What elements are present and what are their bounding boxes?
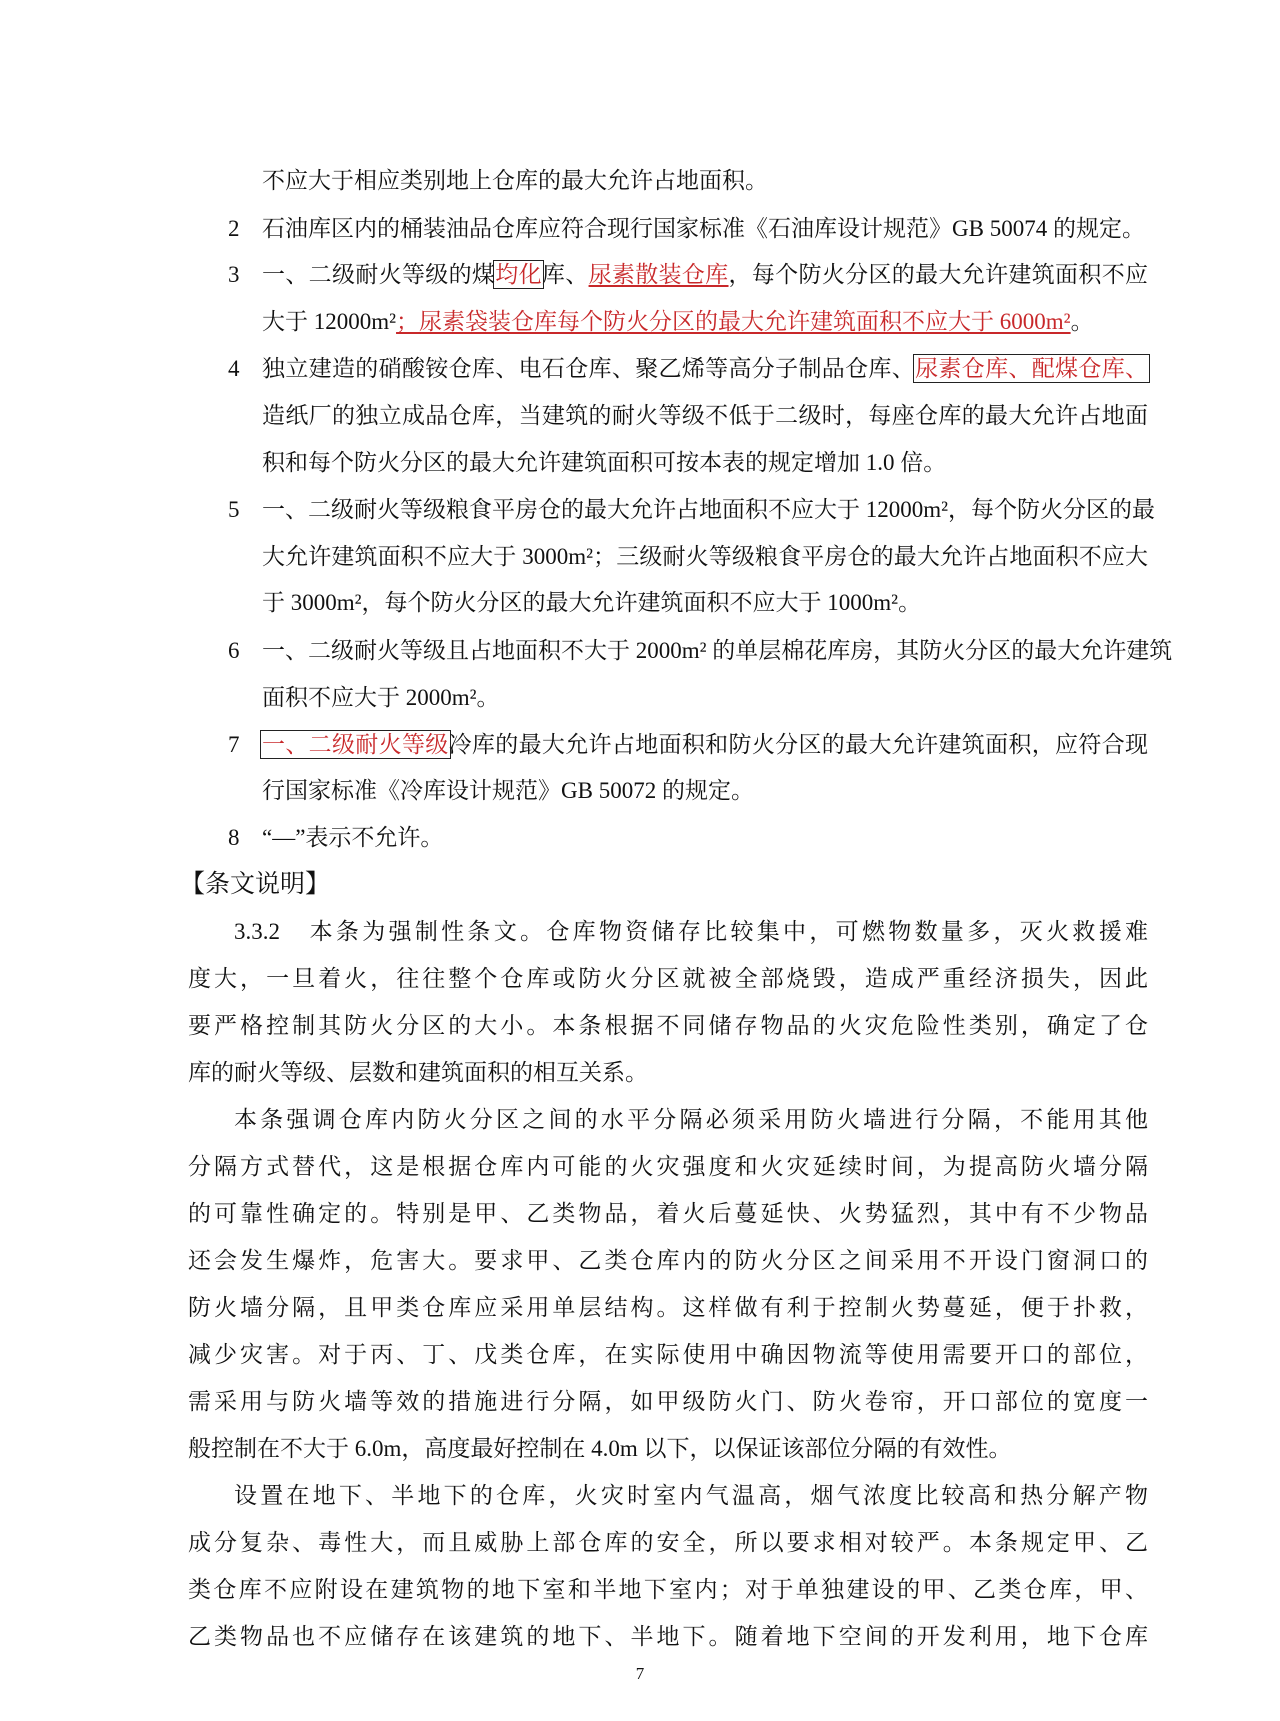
text-segment: 造纸厂的独立成品仓库，当建筑的耐火等级不低于二级时，每座仓库的最大允许占地面 [262,403,1148,428]
text-segment: 石油库区内的桶装油品仓库应符合现行国家标准《石油库设计规范》GB 50074 的规定。 [262,216,1145,241]
note-number: 8 [228,825,240,850]
note-line [262,678,500,718]
note-line [262,255,1148,295]
text-segment: 一、二级耐火等级粮食平房仓的最大允许占地面积不应大于 12000m²，每个防火分区的最 [262,497,1156,522]
text-segment: 大于 12000m² [262,309,397,334]
paragraph-line: 分隔方式替代，这是根据仓库内可能的火灾强度和火灾延续时间，为提高防火墙分隔 [188,1154,1148,1179]
text-segment: 库、 [541,262,589,287]
paragraph-line: 的可靠性确定的。特别是甲、乙类物品，着火后蔓延快、火势猛烈，其中有不少物品 [188,1201,1148,1226]
paragraph-line: 成分复杂、毒性大，而且威胁上部仓库的安全，所以要求相对较严。本条规定甲、乙 [188,1530,1148,1555]
text-segment: 一、二级耐火等级的煤 [262,262,496,287]
note-line [262,583,921,623]
paragraph-line: 防火墙分隔，且甲类仓库应采用单层结构。这样做有利于控制火势蔓延，便于扑救， [188,1295,1148,1320]
paragraph-line: 设置在地下、半地下的仓库，火灾时室内气温高，烟气浓度比较高和热分解产物 [234,1483,1148,1508]
text-segment: “—”表示不允许。 [262,825,444,850]
note-line [262,209,1145,249]
highlighted-text: 尿素散装仓库 [588,262,729,287]
note-number: 7 [228,732,240,757]
paragraph-line: 度大，一旦着火，往往整个仓库或防火分区就被全部烧毁，造成严重经济损失，因此 [188,966,1148,991]
highlighted-text: 尿素仓库、配煤仓库、 [915,356,1149,381]
text-segment: 一、二级耐火等级且占地面积不大于 2000m² 的单层棉花库房，其防火分区的最大允许建筑 [262,638,1173,663]
highlighted-text: 均化 [495,262,542,287]
text-segment: 独立建造的硝酸铵仓库、电石仓库、聚乙烯等高分子制品仓库、 [262,356,916,381]
text-segment: 冷库的最大允许占地面积和防火分区的最大允许建筑面积，应符合现 [448,732,1149,757]
explanation-title: 【条文说明】 [180,871,331,898]
note-line [262,302,1094,342]
note-number: 5 [228,497,240,522]
text-segment: 行国家标准《冷库设计规范》GB 50072 的规定。 [262,778,754,803]
text-segment: ，每个防火分区的最大允许建筑面积不应 [728,262,1149,287]
paragraph-line: 般控制在不大于 6.0m，高度最好控制在 4.0m 以下，以保证该部位分隔的有效性。 [188,1436,1012,1461]
text-segment: 不应大于相应类别地上仓库的最大允许占地面积。 [262,168,768,193]
page-number: 7 [635,1664,645,1683]
note-line [262,771,754,811]
note-line [262,631,1173,671]
text-segment: 。 [1070,309,1094,334]
paragraph-line: 减少灾害。对于丙、丁、戊类仓库，在实际使用中确因物流等使用需要开口的部位， [188,1342,1148,1367]
note-line [262,490,1156,530]
text-segment: 积和每个防火分区的最大允许建筑面积可按本表的规定增加 1.0 倍。 [262,450,947,475]
text-segment: 面积不应大于 2000m²。 [262,685,500,710]
note-line [262,396,1148,436]
paragraph-line: 还会发生爆炸，危害大。要求甲、乙类仓库内的防火分区之间采用不开设门窗洞口的 [188,1248,1148,1273]
note-line [262,443,946,483]
highlighted-text: ；尿素袋装仓库每个防火分区的最大允许建筑面积不应大于 6000m² [396,309,1071,334]
paragraph-line: 3.3.2 本条为强制性条文。仓库物资储存比较集中，可燃物数量多，灭火救援难 [234,919,1148,944]
note-line [262,818,443,858]
paragraph-line: 本条强调仓库内防火分区之间的水平分隔必须采用防火墙进行分隔，不能用其他 [234,1107,1148,1132]
note-line [262,537,1148,577]
text-segment: 于 3000m²，每个防火分区的最大允许建筑面积不应大于 1000m²。 [262,590,922,615]
note-number: 4 [228,356,240,381]
paragraph-line: 需采用与防火墙等效的措施进行分隔，如甲级防火门、防火卷帘，开口部位的宽度一 [188,1389,1148,1414]
note-number: 3 [228,262,240,287]
paragraph-line: 乙类物品也不应储存在该建筑的地下、半地下。随着地下空间的开发利用，地下仓库 [188,1624,1148,1649]
note-line [262,725,1148,765]
paragraph-line: 库的耐火等级、层数和建筑面积的相互关系。 [188,1060,648,1085]
note-number: 2 [228,216,240,241]
note-number: 6 [228,638,240,663]
note-line [262,349,1148,389]
highlighted-text: 一、二级耐火等级 [262,732,449,757]
note-line [262,161,768,201]
paragraph-line: 要严格控制其防火分区的大小。本条根据不同储存物品的火灾危险性类别，确定了仓 [188,1013,1148,1038]
text-segment: 大允许建筑面积不应大于 3000m²；三级耐火等级粮食平房仓的最大允许占地面积不应大 [262,544,1148,569]
paragraph-line: 类仓库不应附设在建筑物的地下室和半地下室内；对于单独建设的甲、乙类仓库，甲、 [188,1577,1148,1602]
